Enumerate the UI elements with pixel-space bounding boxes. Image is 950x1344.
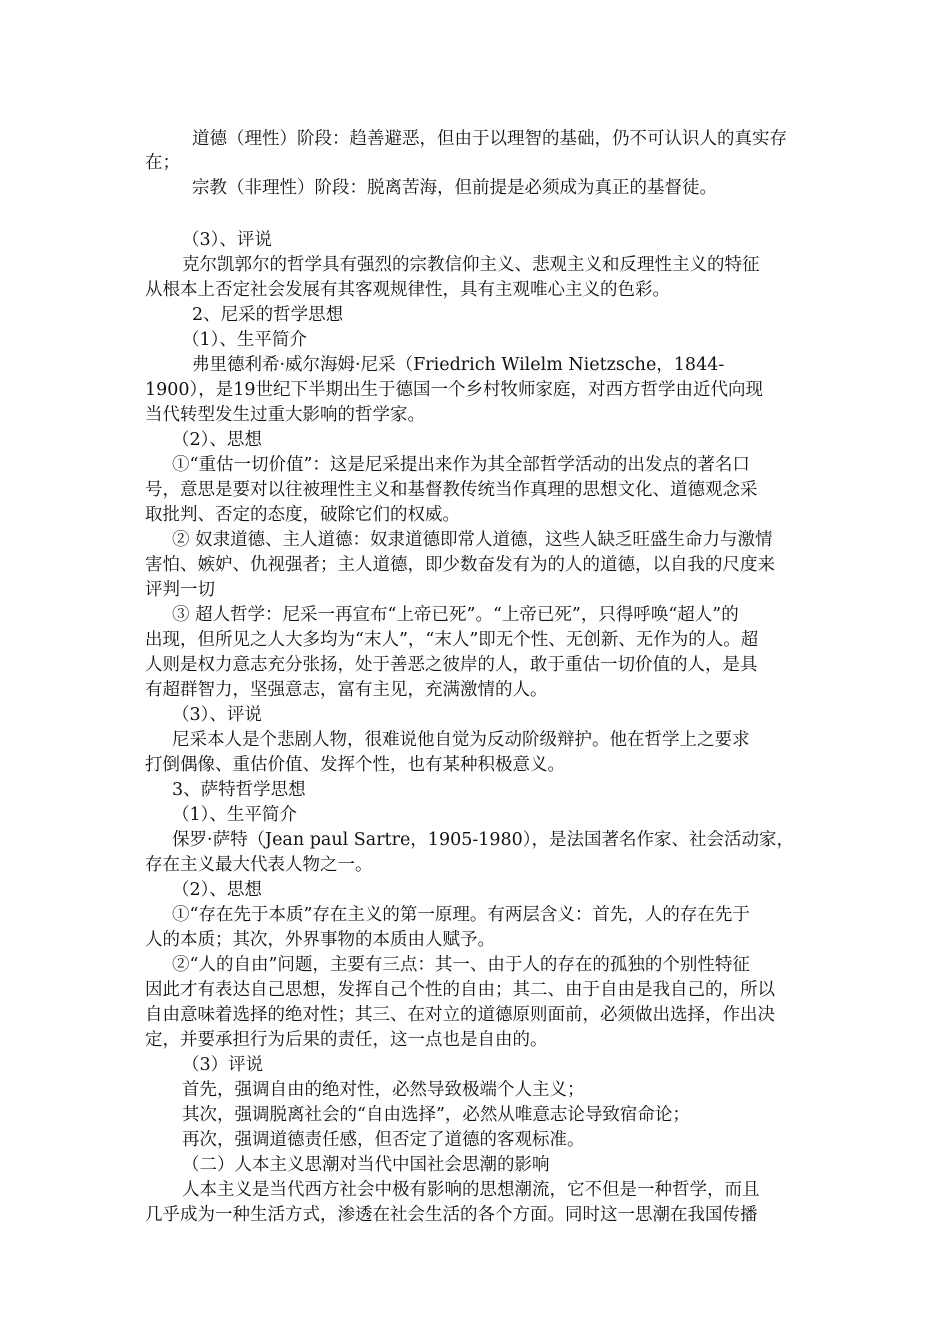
text-line: 号，意思是要对以往被理性主义和基督教传统当作真理的思想文化、道德观念采 (145, 480, 758, 500)
section-heading: （二）人本主义思潮对当代中国社会思潮的影响 (182, 1155, 550, 1175)
text-line: ②“人的自由”问题，主要有三点：其一、由于人的存在的孤独的个别性特征 (172, 955, 750, 975)
text-line: 几乎成为一种生活方式，渗透在社会生活的各个方面。同时这一思潮在我国传播 (145, 1205, 758, 1225)
text-line: 定，并要承担行为后果的责任，这一点也是自由的。 (145, 1030, 548, 1050)
text-line: 克尔凯郭尔的哲学具有强烈的宗教信仰主义、悲观主义和反理性主义的特征 (182, 255, 760, 275)
text-line: 人的本质；其次，外界事物的本质由人赋予。 (145, 930, 495, 950)
section-heading: 2、尼采的哲学思想 (192, 305, 344, 325)
section-heading: （1）、生平简介 (182, 330, 307, 350)
text-line: 首先，强调自由的绝对性，必然导致极端个人主义； (182, 1080, 585, 1100)
text-line: 1900），是19世纪下半期出生于德国一个乡村牧师家庭，对西方哲学由近代向现 (145, 380, 764, 400)
section-heading: 3、萨特哲学思想 (172, 780, 306, 800)
text-line: 因此才有表达自己思想，发挥自己个性的自由；其二、由于自由是我自己的，所以 (145, 980, 775, 1000)
text-line: 取批判、否定的态度，破除它们的权威。 (145, 505, 460, 525)
text-line: 再次，强调道德责任感，但否定了道德的客观标准。 (182, 1130, 585, 1150)
text-line: 害怕、嫉妒、仇视强者；主人道德，即少数奋发有为的人的道德，以自我的尺度来 (145, 555, 775, 575)
text-line: 当代转型发生过重大影响的哲学家。 (145, 405, 425, 425)
text-line: 打倒偶像、重估价值、发挥个性，也有某种积极意义。 (145, 755, 565, 775)
text-line: 从根本上否定社会发展有其客观规律性，具有主观唯心主义的色彩。 (145, 280, 670, 300)
text-line: ①“存在先于本质”存在主义的第一原理。有两层含义：首先，人的存在先于 (172, 905, 750, 925)
section-heading: （1）、生平简介 (172, 805, 297, 825)
text-line: 道德（理性）阶段：趋善避恶，但由于以理智的基础，仍不可认识人的真实存 (192, 129, 787, 149)
text-line: 弗里德利希·威尔海姆·尼采（Friedrich Wilelm Nietzsche，1844- (192, 355, 725, 375)
section-heading: （3）评说 (182, 1055, 264, 1075)
section-heading: （2）、思想 (172, 430, 262, 450)
text-line: 其次，强调脱离社会的“自由选择”，必然从唯意志论导致宿命论； (182, 1105, 690, 1125)
text-line: ①“重估一切价值”：这是尼采提出来作为其全部哲学活动的出发点的著名口 (172, 455, 750, 475)
text-line: 宗教（非理性）阶段：脱离苦海，但前提是必须成为真正的基督徒。 (192, 178, 717, 198)
section-heading: （3）、评说 (182, 230, 272, 250)
text-line: ③ 超人哲学：尼采一再宣布“上帝已死”。“上帝已死”，只得呼唤“超人”的 (172, 605, 739, 625)
text-line: ② 奴隶道德、主人道德：奴隶道德即常人道德，这些人缺乏旺盛生命力与激情 (172, 530, 773, 550)
text-line: 出现，但所见之人大多均为“末人”，“末人”即无个性、无创新、无作为的人。超 (145, 630, 759, 650)
text-line: 有超群智力，坚强意志，富有主见，充满激情的人。 (145, 680, 548, 700)
text-line: 评判一切 (145, 580, 215, 600)
text-line: 自由意味着选择的绝对性；其三、在对立的道德原则面前，必须做出选择，作出决 (145, 1005, 775, 1025)
text-line: 尼采本人是个悲剧人物，很难说他自觉为反动阶级辩护。他在哲学上之要求 (172, 730, 750, 750)
section-heading: （2）、思想 (172, 880, 262, 900)
section-heading: （3）、评说 (172, 705, 262, 725)
text-line: 人本主义是当代西方社会中极有影响的思想潮流，它不但是一种哲学，而且 (182, 1180, 760, 1200)
text-line: 人则是权力意志充分张扬，处于善恶之彼岸的人，敢于重估一切价值的人，是具 (145, 655, 758, 675)
text-line: 在； (145, 153, 180, 173)
text-line: 存在主义最大代表人物之一。 (145, 855, 373, 875)
text-line: 保罗·萨特（Jean paul Sartre，1905-1980），是法国著名作家、社会活动家， (172, 830, 795, 850)
